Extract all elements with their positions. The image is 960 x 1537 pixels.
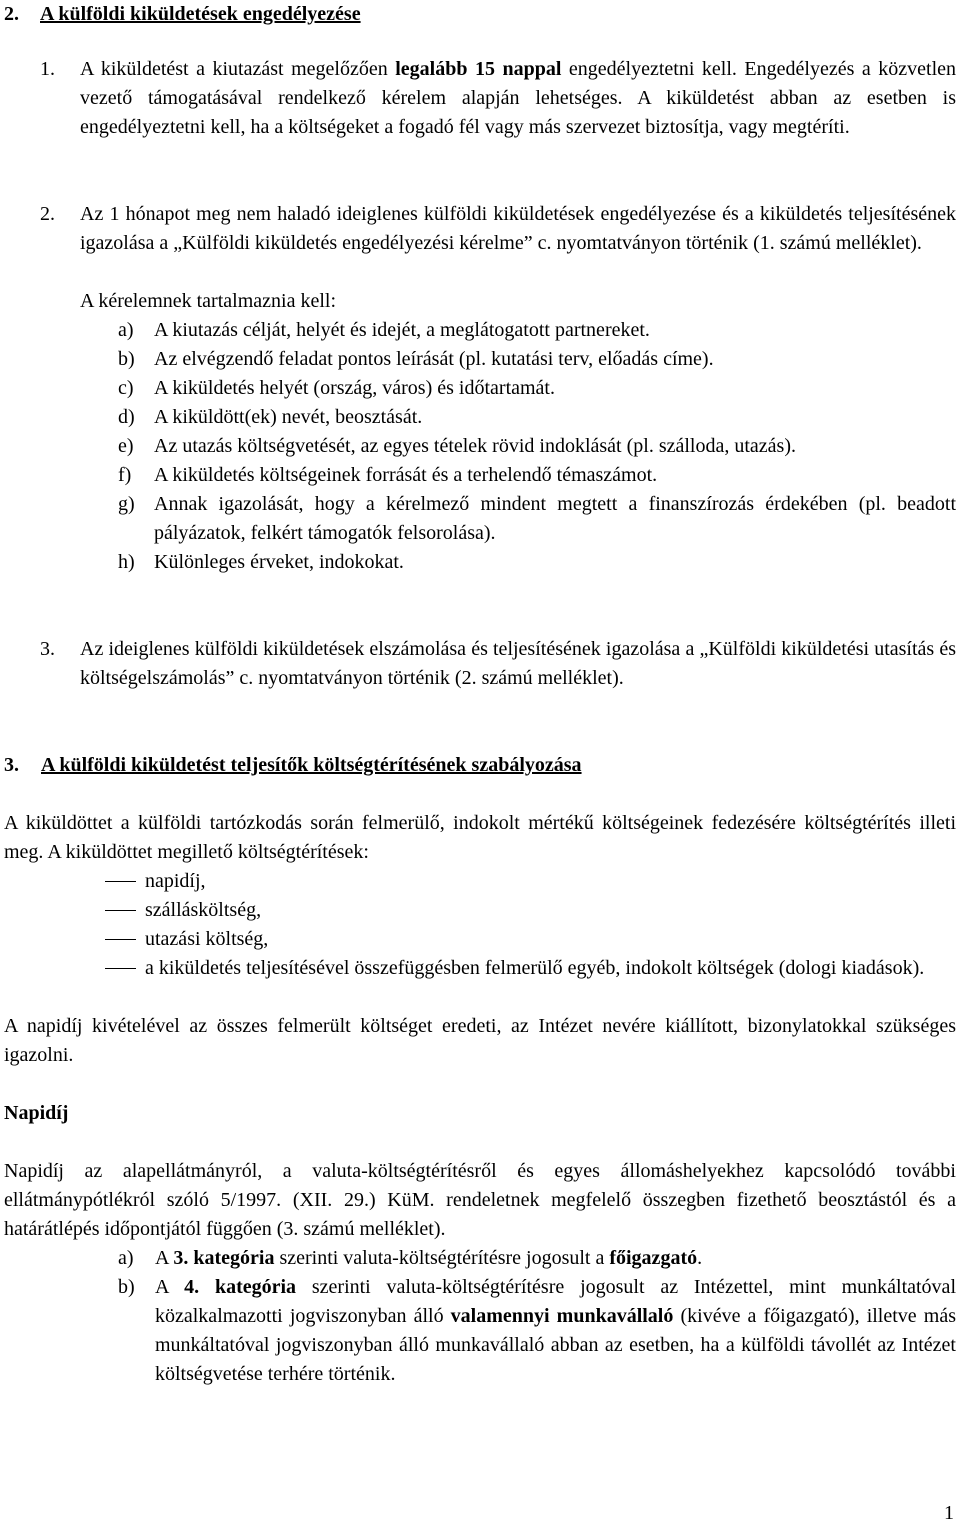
item-1-number: 1.: [40, 58, 55, 80]
dash-bullet: [105, 939, 136, 940]
section-3-after: A napidíj kivételével az összes felmerült költséget eredeti, az Intézet nevére kiállított, bizonylatokkal szükséges igazolni.: [4, 1015, 956, 1066]
napidij-item-a: a) A 3. kategória szerinti valuta-költségtérítésre jogosult a főigazgató.: [118, 1247, 703, 1269]
list-item: d) A kiküldött(ek) nevét, beosztását.: [118, 406, 423, 428]
item-2-content-intro: A kérelemnek tartalmaznia kell:: [80, 290, 336, 312]
item-3-text: Az ideiglenes külföldi kiküldetések elszámolása és teljesítésének igazolása a „Külföldi kiküldetési utasítás és költségelszámolás” c. nyomtatványon történik (2. számú melléklet).: [80, 638, 956, 689]
list-item: g) Annak igazolását, hogy a kérelmező mindent megtett a finanszírozás érdekében (pl. beadott pályázatok, felkért támogatók felsorolása).: [118, 493, 956, 544]
section-2-heading: [4, 0, 361, 29]
section-2-item-2: [4, 200, 956, 258]
list-item: napidíj,: [4, 867, 956, 896]
item-2-text: Az 1 hónapot meg nem haladó ideiglenes külföldi kiküldetések engedélyezése és a kiküldetés teljesítésének igazolása a „Külföldi kiküldetés engedélyezési kérelme” c. nyomtatványon történik (1. számú melléklet).: [80, 203, 956, 254]
list-item: b) Az elvégzendő feladat pontos leírását (pl. kutatási terv, előadás címe).: [118, 348, 714, 370]
section-3-title: A külföldi kiküldetést teljesítők költségtérítésének szabályozása: [41, 754, 582, 776]
section-3-number: 3.: [4, 754, 19, 776]
item-1-text-post: engedélyeztetni kell. Engedélyezés a közvetlen vezető támogatásával rendelkező kérelem alapján lehetséges. A kiküldetést abban az esetben is engedélyeztetni kell, ha a költségeket a fogadó fél vagy más szervezet biztosítja, vagy megtéríti.: [80, 58, 957, 138]
dash-bullet: [105, 910, 136, 911]
napidij-item-b: b) A 4. kategória szerinti valuta-költségtérítésre jogosult az Intézettel, mint munkáltatóval közalkalmazotti jogviszonyban álló valamennyi munkavállaló (kivéve a főigazgató), illetve más munkáltatóval jogviszonyban álló munkavállaló abban az esetben, ha a külföldi távollét az Intézet költségvetése terhére történik.: [118, 1276, 956, 1385]
section-2-item-3: [4, 635, 956, 693]
item-3-number: 3.: [40, 638, 55, 660]
napidij-heading: Napidíj: [4, 1102, 69, 1124]
dash-bullet: [105, 968, 136, 969]
list-item: h) Különleges érveket, indokokat.: [118, 551, 404, 573]
item-1-deadline: legalább 15 nappal: [395, 58, 562, 80]
list-item: szállásköltség,: [4, 896, 956, 925]
list-item: a kiküldetés teljesítésével összefüggésben felmerülő egyéb, indokolt költségek (dologi kiadások).: [4, 954, 956, 983]
dash-bullet: [105, 881, 136, 882]
item-1-text-pre: A kiküldetést a kiutazást megelőzően: [80, 58, 396, 80]
section-2-number: 2.: [4, 3, 19, 25]
section-3-intro: A kiküldöttet a külföldi tartózkodás során felmerülő, indokolt mértékű költségeinek fedezésére költségtérítés illeti meg. A kiküldöttet megillető költségtérítések:: [4, 812, 956, 863]
page-number: 1: [944, 1502, 954, 1524]
section-3-heading: [4, 751, 582, 780]
list-item: utazási költség,: [4, 925, 956, 954]
list-item: c) A kiküldetés helyét (ország, város) és időtartamát.: [118, 377, 555, 399]
cost-types-list: [4, 867, 956, 983]
napidij-text: Napidíj az alapellátmányról, a valuta-költségtérítésről és egyes állomáshelyekhez kapcsolódó további ellátmánypótlékról szóló 5/1997. (XII. 29.) KüM. rendeletnek megfelelő összegben fizethető beosztástól és a határátlépés időpontjától függően (3. számú melléklet).: [4, 1160, 956, 1240]
item-2-number: 2.: [40, 203, 55, 225]
section-2-title: A külföldi kiküldetések engedélyezése: [40, 3, 361, 25]
list-item: f) A kiküldetés költségeinek forrását és a terhelendő témaszámot.: [118, 464, 658, 486]
list-item: e) Az utazás költségvetését, az egyes tételek rövid indoklását (pl. szálloda, utazás).: [118, 435, 796, 457]
section-2-item-1: [4, 55, 956, 142]
list-item: a) A kiutazás célját, helyét és idejét, a meglátogatott partnereket.: [118, 319, 650, 341]
item-2-requirement-list: [4, 316, 956, 577]
